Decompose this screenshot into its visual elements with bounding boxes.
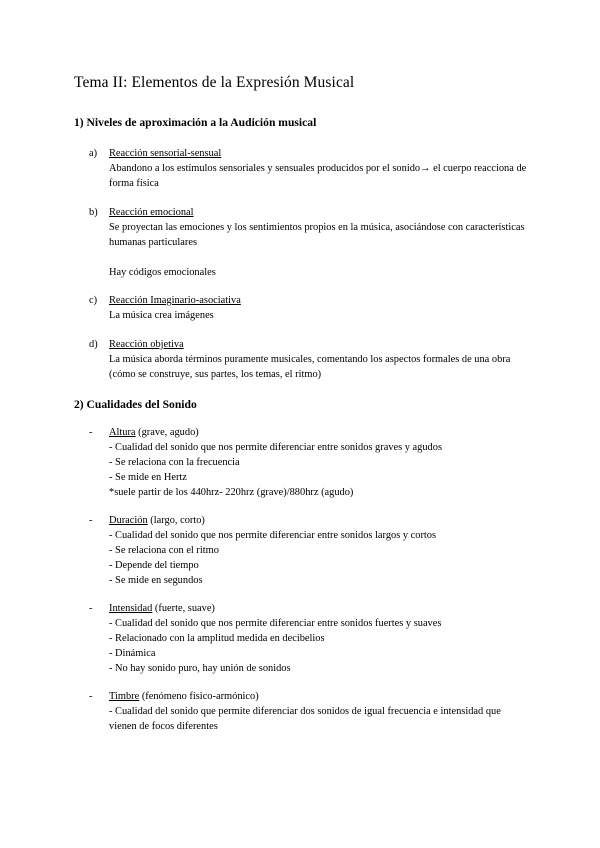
item-line: - Cualidad del sonido que nos permite diferenciar entre sonidos fuertes y suaves	[109, 618, 442, 629]
item-text: Abandono a los estímulos sensoriales y sensuales producidos por el sonido→ el cuerpo reacciona de forma física	[109, 163, 527, 189]
section-heading-2: 2) Cualidades del Sonido	[74, 398, 197, 411]
list-marker: -	[89, 515, 93, 526]
item-line: - Cualidad del sonido que nos permite diferenciar entre sonidos largos y cortos	[109, 530, 437, 541]
section-heading-1: 1) Niveles de aproximación a la Audición musical	[74, 116, 317, 129]
item-extra-text: Hay códigos emocionales	[109, 267, 216, 278]
item-text: Se proyectan las emociones y los sentimientos propios en la música, asociándose con características humanas particulares	[109, 222, 525, 248]
item-subtitle: (largo, corto)	[147, 515, 205, 526]
item-title: Altura	[109, 427, 136, 438]
item-text: La música aborda términos puramente musicales, comentando los aspectos formales de una obra (cómo se construye, sus partes, los temas, el ritmo)	[109, 354, 511, 380]
item-line: - Se relaciona con el ritmo	[109, 545, 219, 556]
item-line: - Se mide en segundos	[109, 575, 203, 586]
item-line: - Se relaciona con la frecuencia	[109, 457, 240, 468]
list-marker: -	[89, 691, 93, 702]
list-marker: c)	[89, 295, 98, 306]
item-title: Reacción sensorial-sensual	[109, 148, 222, 159]
item-line: - Depende del tiempo	[109, 560, 199, 571]
item-title: Timbre	[109, 691, 140, 702]
item-line: - Dinámica	[109, 648, 156, 659]
list-marker: a)	[89, 148, 98, 159]
item-subtitle: (fenómeno físico-armónico)	[139, 691, 259, 702]
item-title: Reacción Imaginario-asociativa	[109, 295, 241, 306]
item-title: Reacción emocional	[109, 207, 194, 218]
list-marker: b)	[89, 207, 98, 218]
list-marker: -	[89, 603, 93, 614]
list-marker: -	[89, 427, 93, 438]
item-line: - Relacionado con la amplitud medida en decibelios	[109, 633, 325, 644]
item-subtitle: (fuerte, suave)	[152, 603, 215, 614]
item-text: La música crea imágenes	[109, 310, 214, 321]
item-subtitle: (grave, agudo)	[135, 427, 199, 438]
item-line: - Se mide en Hertz	[109, 472, 187, 483]
list-marker: d)	[89, 339, 98, 350]
item-line: - Cualidad del sonido que nos permite diferenciar entre sonidos graves y agudos	[109, 442, 442, 453]
item-note: *suele partir de los 440hrz- 220hrz (grave)/880hrz (agudo)	[109, 487, 354, 498]
item-line: - No hay sonido puro, hay unión de sonidos	[109, 663, 291, 674]
document-title: Tema II: Elementos de la Expresión Musical	[74, 74, 355, 91]
item-title: Intensidad	[109, 603, 153, 614]
item-title: Duración	[109, 515, 148, 526]
item-line: - Cualidad del sonido que permite diferenciar dos sonidos de igual frecuencia e intensidad que vienen de focos diferentes	[109, 706, 501, 732]
item-title: Reacción objetiva	[109, 339, 184, 350]
